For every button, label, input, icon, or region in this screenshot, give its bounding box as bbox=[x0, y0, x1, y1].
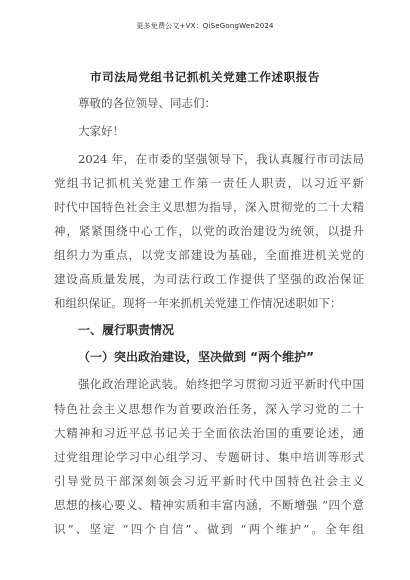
paragraph-line: 过党组理论学习中心组学习、专题研讨、集中培训等形式 bbox=[54, 450, 364, 464]
section-heading: 一、履行职责情况 bbox=[78, 323, 175, 337]
paragraph-line: 建设高质量发展，为司法行政工作提供了坚强的政治保证 bbox=[54, 272, 364, 286]
paragraph-line: 时代中国特色社会主义思想为指导，深入贯彻党的二十大精 bbox=[54, 200, 364, 214]
paragraph-line: 识”、坚定 “四个自信”、做到 “两个维护”。全年组 bbox=[54, 522, 364, 536]
paragraph-line: 党组书记抓机关党建工作第一责任人职责，以习近平新 bbox=[54, 176, 364, 190]
header-note: 更多免费公文+VX：QiSeGongWen2024 bbox=[136, 22, 274, 30]
paragraph-line: 引导党员干部深刻领会习近平新时代中国特色社会主义 bbox=[54, 474, 364, 488]
paragraph-line: 神，紧紧围绕中心工作，以党的政治建设为统领，以提升 bbox=[54, 224, 364, 238]
greeting: 大家好！ bbox=[78, 124, 124, 138]
subsection-heading: （一）突出政治建设，坚决做到 “两个维护” bbox=[78, 350, 314, 364]
paragraph-line: 2024 年，在市委的坚强领导下，我认真履行市司法局 bbox=[78, 152, 364, 166]
paragraph-line: 大精神和习近平总书记关于全面依法治国的重要论述，通 bbox=[54, 426, 364, 440]
paragraph-line: 思想的核心要义、精神实质和丰富内涵，不断增强 “四个意 bbox=[54, 498, 364, 512]
paragraph-line: 和组织保证。现将一年来抓机关党建工作情况述职如下： bbox=[54, 296, 342, 310]
document-title: 市司法局党组书记抓机关党建工作述职报告 bbox=[90, 70, 320, 84]
paragraph-line: 组织力为重点，以党支部建设为基础，全面推进机关党的 bbox=[54, 248, 364, 262]
salutation: 尊敬的各位领导、同志们： bbox=[78, 96, 216, 110]
paragraph-line: 特色社会主义思想作为首要政治任务，深入学习党的二十 bbox=[54, 402, 364, 416]
paragraph-line: 强化政治理论武装。始终把学习贯彻习近平新时代中国 bbox=[78, 377, 364, 391]
